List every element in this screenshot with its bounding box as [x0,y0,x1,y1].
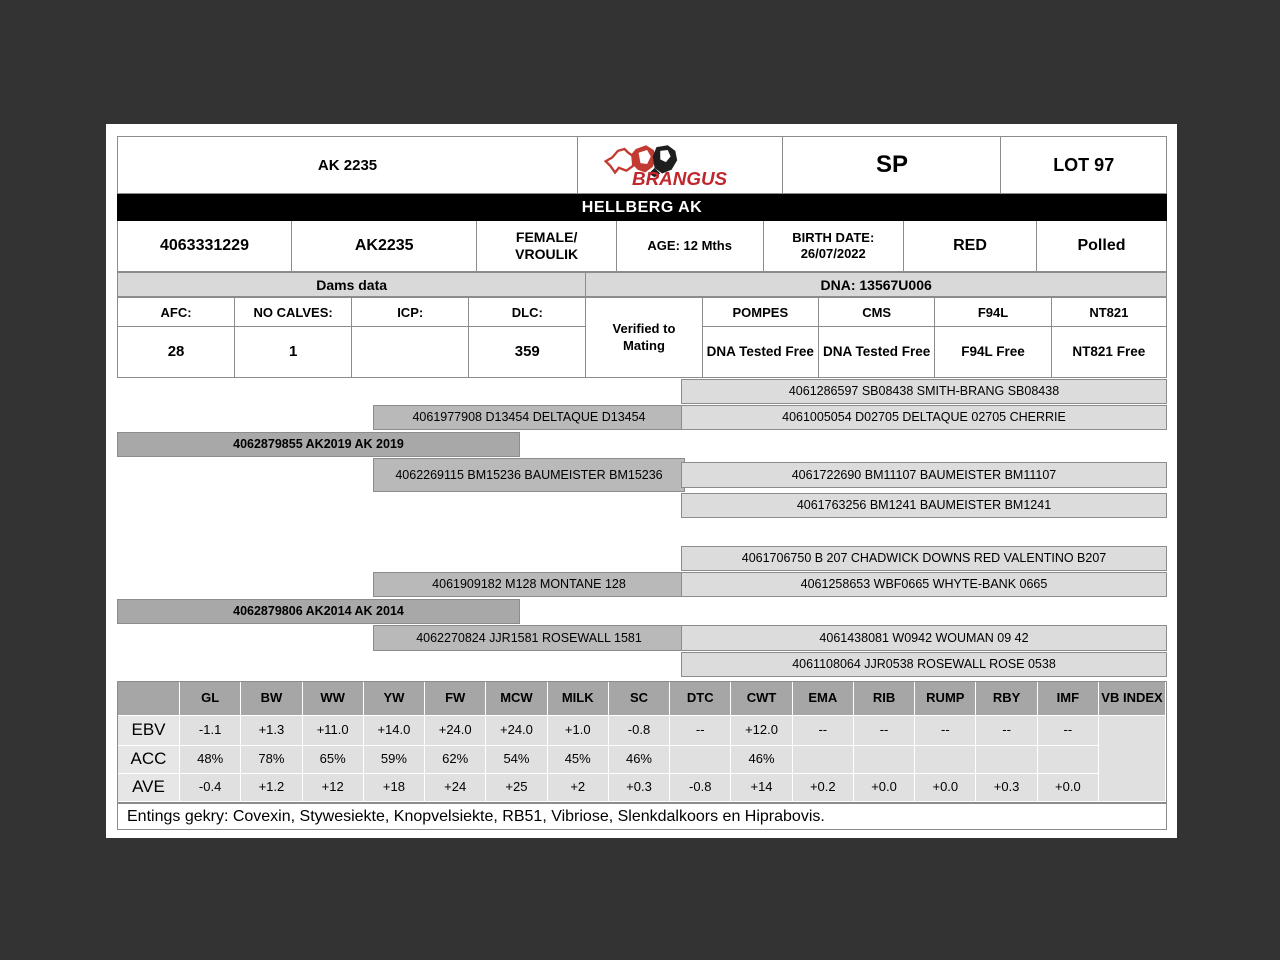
stats-cell: +1.0 [548,716,609,746]
stats-column-header: RBY [976,682,1037,716]
stats-column-header: MILK [548,682,609,716]
stats-column-header: WW [303,682,364,716]
stats-cell: 62% [425,746,486,774]
nt821-column [1051,297,1167,378]
pedigree-chart [117,378,1167,681]
stats-cell: +12.0 [731,716,792,746]
birth-date-cell [764,221,904,271]
pedigree-dam-sire-sire: 4061706750 B 207 CHADWICK DOWNS RED VALENTINO B207 [681,546,1167,571]
stats-cell [854,746,915,774]
nt821-label: NT821 [1051,297,1167,326]
cms-column [818,297,934,378]
stats-column-header: RUMP [915,682,976,716]
birth-date-value: 26/07/2022 [800,246,866,261]
stats-cell: 78% [241,746,302,774]
stats-cell: +14.0 [364,716,425,746]
brangus-logo [578,137,783,193]
stats-cell: 45% [548,746,609,774]
brangus-logo-icon [600,141,760,189]
animal-info-row [117,221,1167,272]
pedigree-dam: 4062879806 AK2014 AK 2014 [117,599,520,624]
stats-cell: 46% [731,746,792,774]
vaccination-note: Entings gekry: Covexin, Stywesiekte, Knopvelsiekte, RB51, Vibriose, Slenkdalkoors en Hiprabovis. [117,803,1167,830]
stats-column-header: YW [364,682,425,716]
icp-value [351,326,468,378]
stats-cell: 65% [303,746,364,774]
dlc-value: 359 [468,326,585,378]
animal-id: AK2235 [292,221,477,271]
colour-cell: RED [904,221,1037,271]
stats-cell [793,746,854,774]
stats-column-header: SC [609,682,670,716]
stats-cell [670,746,731,774]
stats-cell: +12 [303,774,364,802]
stats-cell [976,746,1037,774]
pedigree-sire-sire-sire: 4061286597 SB08438 SMITH-BRANG SB08438 [681,379,1167,404]
pedigree-dam-dam: 4062270824 JJR1581 ROSEWALL 1581 [373,625,685,651]
stats-row-label: ACC [118,746,180,774]
pedigree-dam-dam-dam: 4061108064 JJR0538 ROSEWALL ROSE 0538 [681,652,1167,677]
lot-number: LOT 97 [1053,154,1115,175]
afc-column [117,297,234,378]
stats-cell: -- [670,716,731,746]
stats-cell: -- [854,716,915,746]
stats-cell: +25 [486,774,547,802]
stats-cell: +1.2 [241,774,302,802]
pompes-result: DNA Tested Free [702,326,818,378]
sex-line2: VROULIK [515,246,579,262]
pedigree-sire-dam-dam: 4061763256 BM1241 BAUMEISTER BM1241 [681,493,1167,518]
stats-column-header: DTC [670,682,731,716]
stats-cell: 54% [486,746,547,774]
age-cell: AGE: 12 Mths [617,221,764,271]
dams-data-columns [117,297,585,378]
pedigree-dam-sire: 4061909182 M128 MONTANE 128 [373,572,685,597]
stats-vb-index-cell [1099,716,1166,802]
sex-line1: FEMALE/ [515,228,578,245]
cms-result: DNA Tested Free [818,326,934,378]
stats-cell: +1.3 [241,716,302,746]
pompes-column [702,297,818,378]
icp-column [351,297,468,378]
horn-status-cell: Polled [1077,237,1126,254]
stats-cell: -0.8 [670,774,731,802]
stats-cell: -- [976,716,1037,746]
stats-cell: +0.0 [1038,774,1099,802]
stats-column-header: MCW [486,682,547,716]
stats-cell: 46% [609,746,670,774]
stats-cell: 48% [180,746,241,774]
dams-dna-data-block [117,297,1167,378]
stats-column-header: GL [180,682,241,716]
f94l-column [934,297,1050,378]
stats-table [117,681,1167,803]
top-header-row [117,136,1167,194]
icp-label: ICP: [351,297,468,326]
pedigree-dam-sire-dam: 4061258653 WBF0665 WHYTE-BANK 0665 [681,572,1167,597]
stats-column-header: IMF [1038,682,1099,716]
stats-cell [1038,746,1099,774]
stats-cell: +24.0 [425,716,486,746]
stats-cell: 59% [364,746,425,774]
stats-column-header: EMA [793,682,854,716]
pedigree-sire-dam: 4062269115 BM15236 BAUMEISTER BM15236 [373,458,685,492]
pedigree-dam-dam-sire: 4061438081 W0942 WOUMAN 09 42 [681,625,1167,651]
pedigree-sire-sire: 4061977908 D13454 DELTAQUE D13454 [373,405,685,430]
stats-cell: +0.2 [793,774,854,802]
class-code: SP [783,137,1001,193]
stats-cell: +14 [731,774,792,802]
stats-column-header: RIB [854,682,915,716]
stats-cell: -0.4 [180,774,241,802]
dna-title: DNA: 13567U006 [585,272,1167,297]
stats-cell: +0.3 [609,774,670,802]
stats-cell: -0.8 [609,716,670,746]
dlc-label: DLC: [468,297,585,326]
birth-date-label: BIRTH DATE: [792,229,875,245]
cms-label: CMS [818,297,934,326]
sex-cell [477,221,616,271]
stats-cell: +0.3 [976,774,1037,802]
pompes-label: POMPES [702,297,818,326]
stats-cell: +2 [548,774,609,802]
stats-row-label: AVE [118,774,180,802]
no-calves-value: 1 [234,326,351,378]
stats-cell: -- [793,716,854,746]
stats-cell: -- [1038,716,1099,746]
stats-column-header: FW [425,682,486,716]
stats-corner-cell [118,682,180,716]
f94l-result: F94L Free [934,326,1050,378]
stats-column-header: BW [241,682,302,716]
stats-cell: +0.0 [915,774,976,802]
afc-label: AFC: [117,297,234,326]
f94l-label: F94L [934,297,1050,326]
registration-number: 4063331229 [118,221,292,271]
stats-cell: +24.0 [486,716,547,746]
nt821-result: NT821 Free [1051,326,1167,378]
pedigree-sire-dam-sire: 4061722690 BM11107 BAUMEISTER BM11107 [681,462,1167,488]
verified-to-mating-cell: Verified to Mating [585,297,701,378]
stats-cell: +11.0 [303,716,364,746]
no-calves-label: NO CALVES: [234,297,351,326]
stats-cell: +24 [425,774,486,802]
section-band-row [117,272,1167,297]
dams-data-title: Dams data [117,272,585,297]
stats-column-header: CWT [731,682,792,716]
stats-cell [915,746,976,774]
stats-cell: +18 [364,774,425,802]
no-calves-column [234,297,351,378]
dna-test-columns [585,297,1167,378]
brangus-logo-text: BRANGUS [632,167,728,189]
stats-cell: -- [915,716,976,746]
animal-name-bar: HELLBERG AK [117,194,1167,221]
stats-cell: +0.0 [854,774,915,802]
catalog-page [106,124,1177,838]
ear-tag: AK 2235 [118,137,578,193]
dlc-column [468,297,585,378]
pedigree-sire: 4062879855 AK2019 AK 2019 [117,432,520,457]
afc-value: 28 [117,326,234,378]
stats-cell: -1.1 [180,716,241,746]
catalog-sheet [117,136,1167,830]
stats-column-header: VB INDEX [1099,682,1166,716]
stats-row-label: EBV [118,716,180,746]
pedigree-sire-sire-dam: 4061005054 D02705 DELTAQUE 02705 CHERRIE [681,405,1167,430]
